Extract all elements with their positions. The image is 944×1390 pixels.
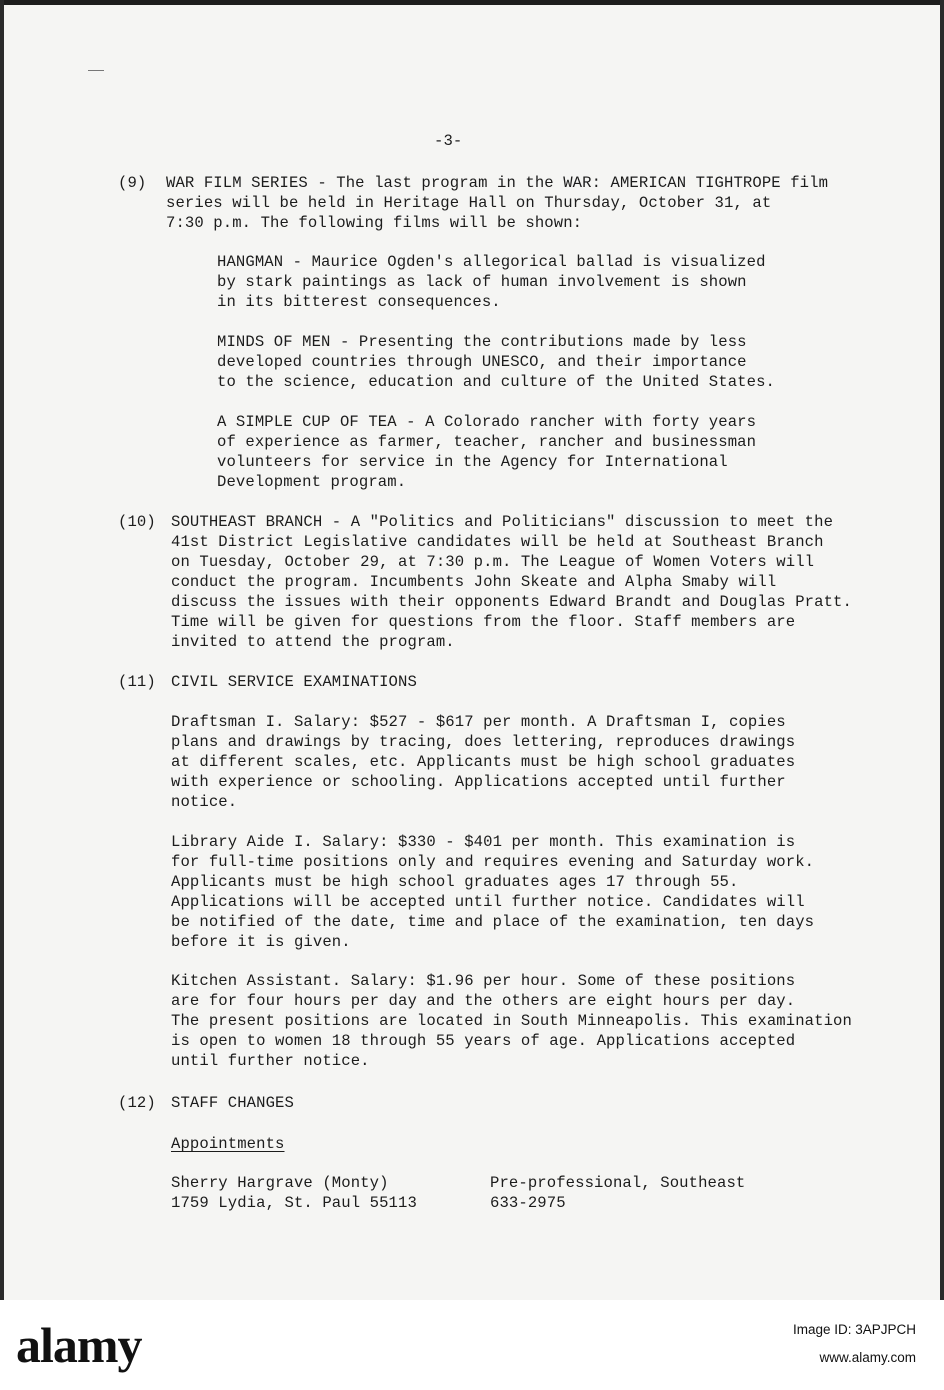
exam-kitchen-assistant-line: The present positions are located in South Minneapolis. This examination bbox=[171, 1012, 852, 1030]
item-12-number: (12) bbox=[118, 1094, 156, 1112]
exam-library-aide-line: Library Aide I. Salary: $330 - $401 per month. This examination is bbox=[171, 833, 796, 851]
item-10-line: conduct the program. Incumbents John Skeate and Alpha Smaby will bbox=[171, 573, 777, 591]
film-cup-of-tea-line: volunteers for service in the Agency for International bbox=[217, 453, 728, 471]
scan-top-edge bbox=[0, 0, 944, 5]
exam-library-aide-line: before it is given. bbox=[171, 933, 351, 951]
item-10-line: SOUTHEAST BRANCH - A "Politics and Politicians" discussion to meet the bbox=[171, 513, 834, 531]
item-9-line: series will be held in Heritage Hall on Thursday, October 31, at bbox=[166, 194, 772, 212]
alamy-logo: alamy bbox=[16, 1317, 142, 1373]
item-10-number: (10) bbox=[118, 513, 156, 531]
item-10-line: invited to attend the program. bbox=[171, 633, 455, 651]
exam-kitchen-assistant-line: Kitchen Assistant. Salary: $1.96 per hour. Some of these positions bbox=[171, 972, 796, 990]
exam-draftsman-line: plans and drawings by tracing, does lettering, reproduces drawings bbox=[171, 733, 796, 751]
appointee-position: Pre-professional, Southeast bbox=[490, 1174, 746, 1192]
exam-library-aide-line: Applicants must be high school graduates ages 17 through 55. bbox=[171, 873, 739, 891]
film-hangman-line: by stark paintings as lack of human involvement is shown bbox=[217, 273, 747, 291]
exam-kitchen-assistant-line: until further notice. bbox=[171, 1052, 370, 1070]
image-id-label: Image ID: 3APJPCH bbox=[792, 1322, 916, 1337]
appointments-subheading: Appointments bbox=[171, 1135, 285, 1153]
item-11-number: (11) bbox=[118, 673, 156, 691]
appointee-name: Sherry Hargrave (Monty) bbox=[171, 1174, 389, 1192]
film-cup-of-tea-line: Development program. bbox=[217, 473, 407, 491]
item-10-line: Time will be given for questions from the floor. Staff members are bbox=[171, 613, 796, 631]
appointee-address: 1759 Lydia, St. Paul 55113 bbox=[171, 1194, 417, 1212]
film-hangman-line: in its bitterest consequences. bbox=[217, 293, 501, 311]
film-minds-of-men-line: MINDS OF MEN - Presenting the contributions made by less bbox=[217, 333, 747, 351]
exam-library-aide-line: be notified of the date, time and place of the examination, ten days bbox=[171, 913, 815, 931]
site-url: www.alamy.com bbox=[819, 1350, 916, 1365]
appointee-phone: 633-2975 bbox=[490, 1194, 566, 1212]
exam-draftsman-line: at different scales, etc. Applicants must be high school graduates bbox=[171, 753, 796, 771]
item-10-line: on Tuesday, October 29, at 7:30 p.m. The League of Women Voters will bbox=[171, 553, 815, 571]
exam-kitchen-assistant-line: is open to women 18 through 55 years of age. Applications accepted bbox=[171, 1032, 796, 1050]
page-number: -3- bbox=[434, 132, 463, 150]
film-minds-of-men-line: developed countries through UNESCO, and their importance bbox=[217, 353, 747, 371]
film-minds-of-men-line: to the science, education and culture of the United States. bbox=[217, 373, 776, 391]
item-12-heading: STAFF CHANGES bbox=[171, 1094, 294, 1112]
item-9-line: WAR FILM SERIES - The last program in the WAR: AMERICAN TIGHTROPE film bbox=[166, 174, 829, 192]
exam-library-aide-line: Applications will be accepted until further notice. Candidates will bbox=[171, 893, 805, 911]
scan-mark bbox=[88, 70, 104, 71]
item-11-heading: CIVIL SERVICE EXAMINATIONS bbox=[171, 673, 417, 691]
exam-draftsman-line: notice. bbox=[171, 793, 238, 811]
item-10-line: discuss the issues with their opponents Edward Brandt and Douglas Pratt. bbox=[171, 593, 852, 611]
item-9-number: (9) bbox=[118, 174, 147, 192]
film-cup-of-tea-line: A SIMPLE CUP OF TEA - A Colorado rancher with forty years bbox=[217, 413, 757, 431]
scan-right-edge bbox=[940, 0, 944, 1300]
exam-draftsman-line: Draftsman I. Salary: $527 - $617 per month. A Draftsman I, copies bbox=[171, 713, 786, 731]
scan-left-edge bbox=[0, 0, 4, 1300]
item-10-line: 41st District Legislative candidates will be held at Southeast Branch bbox=[171, 533, 824, 551]
exam-library-aide-line: for full-time positions only and requires evening and Saturday work. bbox=[171, 853, 815, 871]
film-cup-of-tea-line: of experience as farmer, teacher, rancher and businessman bbox=[217, 433, 757, 451]
item-9-line: 7:30 p.m. The following films will be shown: bbox=[166, 214, 583, 232]
film-hangman-line: HANGMAN - Maurice Ogden's allegorical ballad is visualized bbox=[217, 253, 766, 271]
exam-draftsman-line: with experience or schooling. Applications accepted until further bbox=[171, 773, 786, 791]
exam-kitchen-assistant-line: are for four hours per day and the others are eight hours per day. bbox=[171, 992, 796, 1010]
